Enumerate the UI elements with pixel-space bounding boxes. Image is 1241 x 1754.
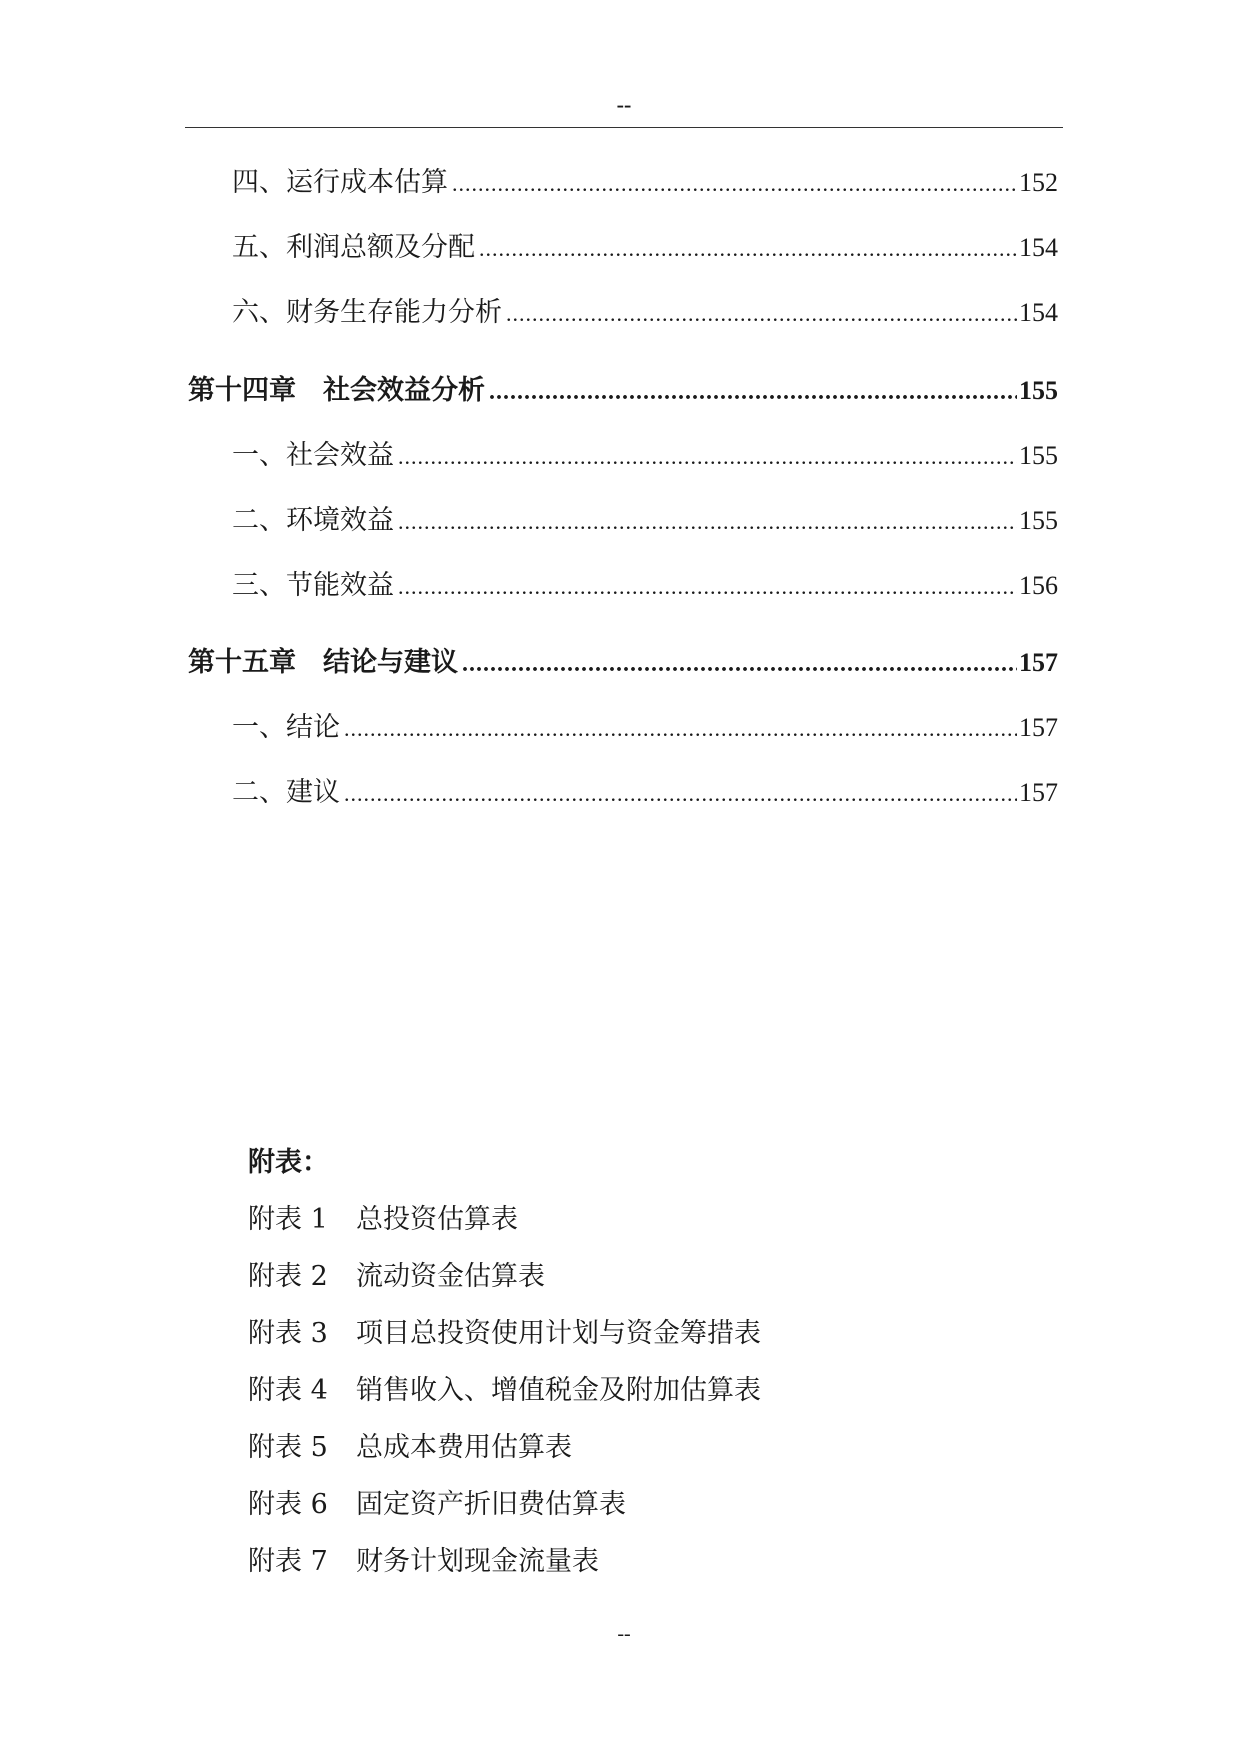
appendix-item-title: 项目总投资使用计划与资金筹措表 [356,1318,761,1349]
toc-entry-label: 一、社会效益 [232,440,394,471]
toc-page-number: 157 [1019,713,1058,742]
appendix-item[interactable] [248,1200,518,1240]
appendix-item[interactable] [248,1257,545,1297]
toc-entry-label: 二、建议 [232,777,340,808]
toc-entry-label: 一、结论 [232,712,340,743]
toc-dot-leader [479,229,1017,268]
toc-dot-leader [506,294,1017,333]
appendix-item-title: 总投资估算表 [356,1204,518,1235]
appendix-item[interactable] [248,1314,761,1354]
appendix-item-number: 附表 2 [248,1261,328,1292]
appendix-item-title: 销售收入、增值税金及附加估算表 [356,1375,761,1406]
toc-page-number: 156 [1019,571,1058,600]
appendix-item-number: 附表 3 [248,1318,328,1349]
toc-entry[interactable] [232,501,1058,541]
toc-entry-label: 四、运行成本估算 [232,167,448,198]
toc-entry-label: 六、财务生存能力分析 [232,297,502,328]
appendix-item[interactable] [248,1371,761,1411]
appendix-item-title: 固定资产折旧费估算表 [356,1489,626,1520]
page-footer: -- [617,1623,631,1645]
toc-dot-leader [344,774,1017,813]
toc-dot-leader [398,502,1017,541]
toc-entry[interactable] [232,228,1058,268]
appendix-item[interactable] [248,1485,626,1525]
toc-page-number: 152 [1019,168,1058,197]
toc-entry-label: 二、环境效益 [232,505,394,536]
appendix-item-title: 财务计划现金流量表 [356,1546,599,1577]
appendix-item-title: 流动资金估算表 [356,1261,545,1292]
toc-dot-leader [344,709,1017,748]
toc-entry[interactable] [232,708,1058,748]
toc-entry[interactable] [232,436,1058,476]
toc-entry-label: 五、利润总额及分配 [232,232,475,263]
appendix-item-number: 附表 6 [248,1489,328,1520]
toc-page-number: 157 [1019,778,1058,807]
appendix-item-number: 附表 7 [248,1546,328,1577]
toc-page-number: 154 [1019,298,1058,327]
toc-entry-label: 三、节能效益 [232,570,394,601]
toc-entry[interactable] [232,163,1058,203]
page-header: -- [616,92,632,117]
appendix-item-number: 附表 5 [248,1432,328,1463]
appendix-item[interactable] [248,1428,572,1468]
toc-entry[interactable] [232,773,1058,813]
toc-page-number: 155 [1019,376,1058,405]
toc-dot-leader [398,567,1017,606]
toc-dot-leader [489,372,1017,411]
appendix-item-title: 总成本费用估算表 [356,1432,572,1463]
toc-chapter-entry[interactable] [188,371,1058,411]
toc-page-number: 155 [1019,506,1058,535]
toc-dot-leader [462,644,1017,683]
appendix-item-number: 附表 1 [248,1204,328,1235]
toc-chapter-entry[interactable] [188,643,1058,683]
toc-entry[interactable] [232,566,1058,606]
toc-page-number: 157 [1019,648,1058,677]
toc-dot-leader [398,437,1017,476]
toc-page-number: 154 [1019,233,1058,262]
appendix-title: 附表： [248,1147,329,1178]
appendix-item[interactable] [248,1542,599,1582]
toc-chapter-label: 第十五章 结论与建议 [188,647,458,678]
toc-entry[interactable] [232,293,1058,333]
header-rule [185,127,1063,128]
toc-chapter-label: 第十四章 社会效益分析 [188,375,485,406]
toc-page-number: 155 [1019,441,1058,470]
toc-dot-leader [452,164,1017,203]
appendix-item-number: 附表 4 [248,1375,328,1406]
